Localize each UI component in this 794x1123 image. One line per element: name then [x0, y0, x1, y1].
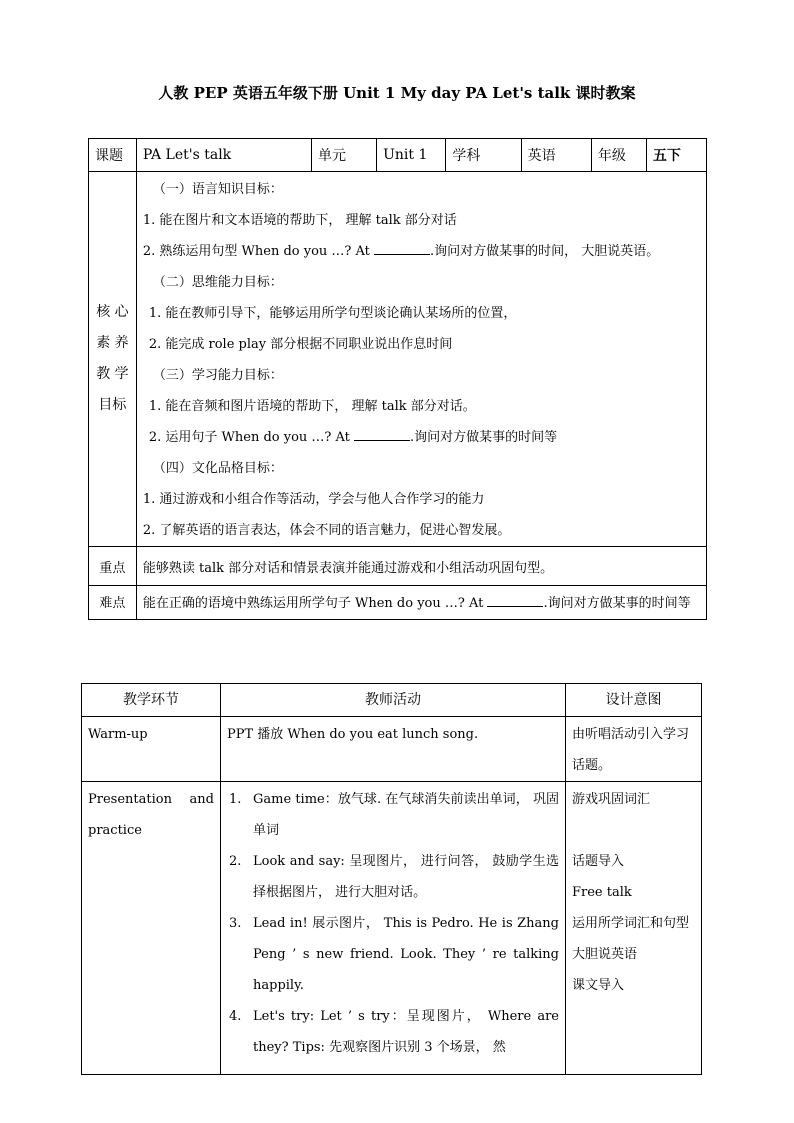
step-list [227, 784, 559, 1063]
difficulty-label: 难点 [89, 586, 137, 620]
subject-value: 英语 [521, 139, 591, 172]
key-point-text: 能够熟读 talk 部分对话和情景表演并能通过游戏和小组活动巩固句型。 [136, 547, 706, 586]
intent-spacer [572, 815, 695, 846]
goal-heading-4: （四）文化品格目标： [152, 461, 283, 476]
fill-blank [374, 244, 430, 255]
lesson-value: PA Let's talk [136, 139, 311, 172]
document-title: 人教 PEP 英语五年级下册 Unit 1 My day PA Let's talk 课时教案 [158, 84, 636, 102]
step-item: 1. Game time：放气球. 在气球消失前读出单词， 巩固单词 [229, 792, 559, 838]
grade-label: 年级 [591, 139, 646, 172]
goal-heading-1: （一）语言知识目标： [152, 182, 283, 197]
step-item: 2. Look and say: 呈现图片， 进行问答， 鼓励学生选择根据图片， 进行大胆对话。 [229, 854, 559, 900]
goal-line: 2. 熟练运用句型 When do you …? At .询问对方做某事的时间， 大胆说英语。 [142, 244, 660, 259]
fill-blank [354, 430, 410, 441]
goal-line: 1. 能在教师引导下，能够运用所学句型谈论确认某场所的位置， [148, 306, 517, 321]
process-header-row [82, 684, 702, 717]
intent-line: 游戏巩固词汇 [572, 792, 651, 807]
core-goals-content [136, 172, 706, 547]
fill-blank [487, 596, 543, 607]
subject-label: 学科 [446, 139, 521, 172]
intent-line: Free talk [572, 885, 632, 900]
goal-line: 1. 通过游戏和小组合作等活动，学会与他人合作学习的能力 [142, 492, 485, 507]
goal-line: 2. 了解英语的语言表达，体会不同的语言魅力，促进心智发展。 [142, 523, 511, 538]
warmup-stage: Warm-up [82, 717, 221, 782]
difficulty-text: 能在正确的语境中熟练运用所学句子 When do you …? At .询问对方做某事的时间等 [136, 586, 706, 620]
intent-header: 设计意图 [566, 684, 702, 717]
teaching-process-table [81, 683, 702, 1075]
stage-header: 教学环节 [82, 684, 221, 717]
intent-line: 运用所学词汇和句型大胆说英语 [572, 916, 690, 962]
key-point-label: 重点 [89, 547, 137, 586]
warmup-row [82, 717, 702, 782]
difficulty-row [89, 586, 707, 620]
presentation-activities [221, 782, 566, 1075]
grade-value: 五下 [646, 139, 706, 172]
goal-line: 1. 能在图片和文本语境的帮助下， 理解 talk 部分对话 [142, 213, 457, 228]
activity-header: 教师活动 [221, 684, 566, 717]
warmup-activity: PPT 播放 When do you eat lunch song. [221, 717, 566, 782]
step-item: 4. Let's try: Let ’ s try：呈现图片， Where are they? Tips: 先观察图片识别 3 个场景， 然 [229, 1009, 559, 1055]
core-goals-label: 核 心 素 养 教 学 目标 [89, 172, 137, 547]
intent-line: 课文导入 [572, 978, 625, 993]
unit-label: 单元 [311, 139, 376, 172]
goal-line: 1. 能在音频和图片语境的帮助下， 理解 talk 部分对话。 [148, 399, 476, 414]
presentation-intents [566, 782, 702, 1075]
header-row [89, 139, 707, 172]
intent-line: 话题导入 [572, 854, 625, 869]
goal-line: 2. 运用句子 When do you …? At .询问对方做某事的时间等 [148, 430, 558, 445]
goal-heading-2: （二）思维能力目标： [152, 275, 283, 290]
core-goals-row [89, 172, 707, 547]
step-item: 3. Lead in! 展示图片， This is Pedro. He is Zhang Peng ’ s new friend. Look. They ’ re talking happily. [229, 916, 559, 993]
goal-line: 2. 能完成 role play 部分根据不同职业说出作息时间 [148, 337, 453, 352]
lesson-info-table [88, 138, 707, 620]
lesson-label: 课题 [89, 139, 137, 172]
key-point-row [89, 547, 707, 586]
unit-value: Unit 1 [377, 139, 446, 172]
presentation-row [82, 782, 702, 1075]
presentation-stage: Presentation and practice [82, 782, 221, 1075]
warmup-intent: 由听唱活动引入学习话题。 [566, 717, 702, 782]
goal-heading-3: （三）学习能力目标： [152, 368, 283, 383]
